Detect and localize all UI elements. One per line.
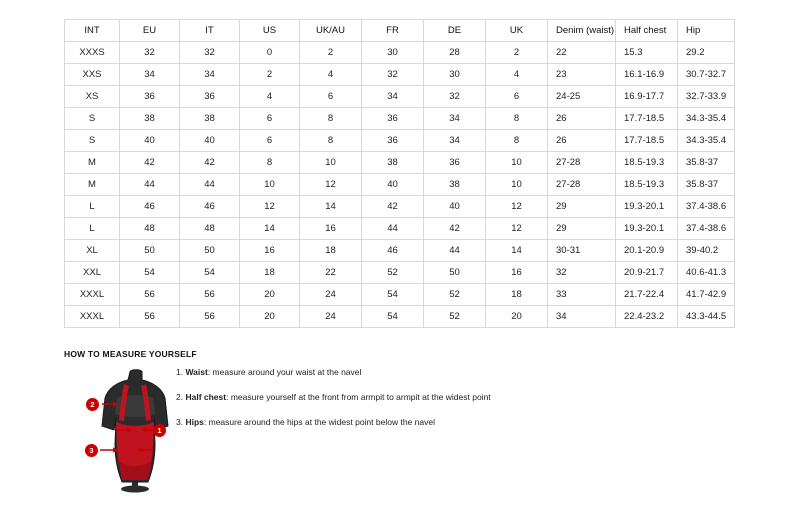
table-cell: 36 [120,86,180,108]
table-cell: 34 [424,108,486,130]
table-cell: 18 [486,284,548,306]
measure-step-term: Hips [185,417,204,427]
table-cell: 38 [180,108,240,130]
table-cell: 26 [548,108,616,130]
table-row [65,196,735,218]
table-cell: XS [65,86,120,108]
table-cell: L [65,196,120,218]
table-cell: 44 [120,174,180,196]
table-cell: 34.3-35.4 [678,108,735,130]
table-cell: 40 [362,174,424,196]
table-header-cell: FR [362,20,424,42]
table-cell: 42 [362,196,424,218]
table-cell: 41.7-42.9 [678,284,735,306]
table-cell: 15.3 [616,42,678,64]
table-cell: 12 [240,196,300,218]
table-cell: 38 [362,152,424,174]
table-row [65,218,735,240]
table-cell: 30-31 [548,240,616,262]
table-cell: 16 [300,218,362,240]
table-row [65,240,735,262]
table-cell: 14 [300,196,362,218]
table-cell: 38 [424,174,486,196]
table-cell: 14 [240,218,300,240]
table-row [65,152,735,174]
table-cell: 14 [486,240,548,262]
table-cell: 20 [486,306,548,328]
table-cell: 18.5-19.3 [616,152,678,174]
table-cell: 42 [120,152,180,174]
table-cell: S [65,108,120,130]
table-header-cell: UK/AU [300,20,362,42]
table-cell: 12 [486,196,548,218]
table-cell: 10 [486,152,548,174]
table-cell: 44 [362,218,424,240]
table-cell: 30.7-32.7 [678,64,735,86]
table-cell: 18 [240,262,300,284]
table-row [65,108,735,130]
table-header-row [65,20,735,42]
table-header-cell: Denim (waist) [548,20,616,42]
table-header-cell: Half chest [616,20,678,42]
table-cell: 37.4-38.6 [678,218,735,240]
table-cell: 48 [120,218,180,240]
table-row [65,42,735,64]
table-cell: 43.3-44.5 [678,306,735,328]
table-cell: 6 [300,86,362,108]
table-cell: 4 [300,64,362,86]
table-cell: 38 [120,108,180,130]
table-cell: 32 [120,42,180,64]
measure-step-number: 1. [176,367,184,377]
table-cell: 16 [240,240,300,262]
measure-step-term: Half chest [185,392,227,402]
table-cell: 34 [362,86,424,108]
table-cell: 40.6-41.3 [678,262,735,284]
table-cell: 56 [180,284,240,306]
table-cell: 20 [240,306,300,328]
table-cell: 54 [362,306,424,328]
table-cell: 23 [548,64,616,86]
table-cell: 32.7-33.9 [678,86,735,108]
table-cell: 40 [180,130,240,152]
table-header-cell: DE [424,20,486,42]
table-cell: 8 [486,108,548,130]
table-cell: 21.7-22.4 [616,284,678,306]
table-cell: 36 [362,130,424,152]
callout-badge-3: 3 [85,444,98,457]
table-row [65,86,735,108]
table-cell: XL [65,240,120,262]
table-cell: 22.4-23.2 [616,306,678,328]
table-cell: 36 [180,86,240,108]
table-cell: 46 [120,196,180,218]
table-cell: 54 [120,262,180,284]
measure-step-term: Waist [185,367,208,377]
table-cell: 20 [240,284,300,306]
table-cell: 33 [548,284,616,306]
table-cell: 35.8-37 [678,152,735,174]
table-cell: 8 [240,152,300,174]
table-row [65,174,735,196]
table-cell: 19.3-20.1 [616,218,678,240]
table-cell: 18 [300,240,362,262]
table-cell: XXXL [65,306,120,328]
measure-step-text: : measure around your waist at the navel [207,367,362,377]
table-header-cell: IT [180,20,240,42]
table-header-cell: US [240,20,300,42]
table-cell: L [65,218,120,240]
table-cell: 50 [424,262,486,284]
table-cell: 29 [548,218,616,240]
table-cell: 32 [424,86,486,108]
table-cell: 35.8-37 [678,174,735,196]
table-cell: XXXS [65,42,120,64]
table-cell: 44 [424,240,486,262]
table-row [65,262,735,284]
measure-step-number: 2. [176,392,184,402]
table-cell: 37.4-38.6 [678,196,735,218]
table-cell: 16 [486,262,548,284]
table-cell: 27-28 [548,152,616,174]
table-body [65,42,735,328]
table-cell: 24 [300,284,362,306]
table-cell: 32 [180,42,240,64]
table-cell: 20.1-20.9 [616,240,678,262]
table-row [65,306,735,328]
table-cell: 34 [180,64,240,86]
size-chart-table-wrapper [64,19,734,328]
table-cell: 17.7-18.5 [616,108,678,130]
table-cell: 22 [300,262,362,284]
table-cell: 42 [180,152,240,174]
measure-step-text: : measure yourself at the front from armpit to armpit at the widest point [226,392,491,402]
table-row [65,284,735,306]
table-cell: 4 [240,86,300,108]
table-cell: 0 [240,42,300,64]
table-cell: XXL [65,262,120,284]
table-cell: 10 [240,174,300,196]
table-cell: 17.7-18.5 [616,130,678,152]
table-cell: 54 [180,262,240,284]
table-cell: 8 [300,130,362,152]
table-cell: 50 [120,240,180,262]
table-cell: 20.9-21.7 [616,262,678,284]
table-cell: 4 [486,64,548,86]
table-cell: 27-28 [548,174,616,196]
table-header-cell: INT [65,20,120,42]
table-cell: 44 [180,174,240,196]
table-cell: 8 [300,108,362,130]
table-cell: 40 [424,196,486,218]
table-cell: 34 [548,306,616,328]
table-cell: 2 [240,64,300,86]
table-cell: 32 [362,64,424,86]
table-cell: 34.3-35.4 [678,130,735,152]
table-cell: 50 [180,240,240,262]
table-cell: 56 [180,306,240,328]
table-header-cell: EU [120,20,180,42]
table-cell: 29.2 [678,42,735,64]
table-cell: 56 [120,284,180,306]
table-cell: 24 [300,306,362,328]
table-cell: 39-40.2 [678,240,735,262]
table-cell: 52 [424,306,486,328]
table-cell: 46 [180,196,240,218]
table-cell: 12 [486,218,548,240]
table-row [65,130,735,152]
table-cell: 56 [120,306,180,328]
table-cell: 28 [424,42,486,64]
measure-step [176,366,696,378]
table-cell: 32 [548,262,616,284]
table-cell: M [65,152,120,174]
table-cell: 29 [548,196,616,218]
table-cell: 6 [240,130,300,152]
callout-badge-2: 2 [86,398,99,411]
table-cell: 10 [486,174,548,196]
table-cell: 48 [180,218,240,240]
table-cell: 10 [300,152,362,174]
table-cell: XXS [65,64,120,86]
table-cell: 40 [120,130,180,152]
table-cell: S [65,130,120,152]
table-cell: 34 [120,64,180,86]
table-cell: 2 [300,42,362,64]
table-cell: 12 [300,174,362,196]
measure-step [176,416,696,428]
measure-step [176,391,696,403]
table-cell: 54 [362,284,424,306]
table-cell: 16.9-17.7 [616,86,678,108]
table-header-cell: UK [486,20,548,42]
table-cell: 52 [424,284,486,306]
table-cell: 8 [486,130,548,152]
measure-step-number: 3. [176,417,184,427]
table-header-cell: Hip [678,20,735,42]
table-cell: 30 [424,64,486,86]
measure-steps [176,366,696,441]
measure-step-text: : measure around the hips at the widest point below the navel [203,417,435,427]
table-cell: XXXL [65,284,120,306]
table-cell: 30 [362,42,424,64]
table-cell: 6 [240,108,300,130]
table-cell: 26 [548,130,616,152]
table-cell: M [65,174,120,196]
callout-badge-1: 1 [153,424,166,437]
table-cell: 19.3-20.1 [616,196,678,218]
how-to-measure-title: HOW TO MEASURE YOURSELF [64,349,197,359]
table-cell: 36 [362,108,424,130]
table-cell: 36 [424,152,486,174]
table-cell: 2 [486,42,548,64]
table-cell: 34 [424,130,486,152]
size-chart-table [64,19,735,328]
table-cell: 42 [424,218,486,240]
table-cell: 16.1-16.9 [616,64,678,86]
table-cell: 46 [362,240,424,262]
table-cell: 24-25 [548,86,616,108]
table-cell: 52 [362,262,424,284]
table-row [65,64,735,86]
table-cell: 18.5-19.3 [616,174,678,196]
table-cell: 6 [486,86,548,108]
table-cell: 22 [548,42,616,64]
